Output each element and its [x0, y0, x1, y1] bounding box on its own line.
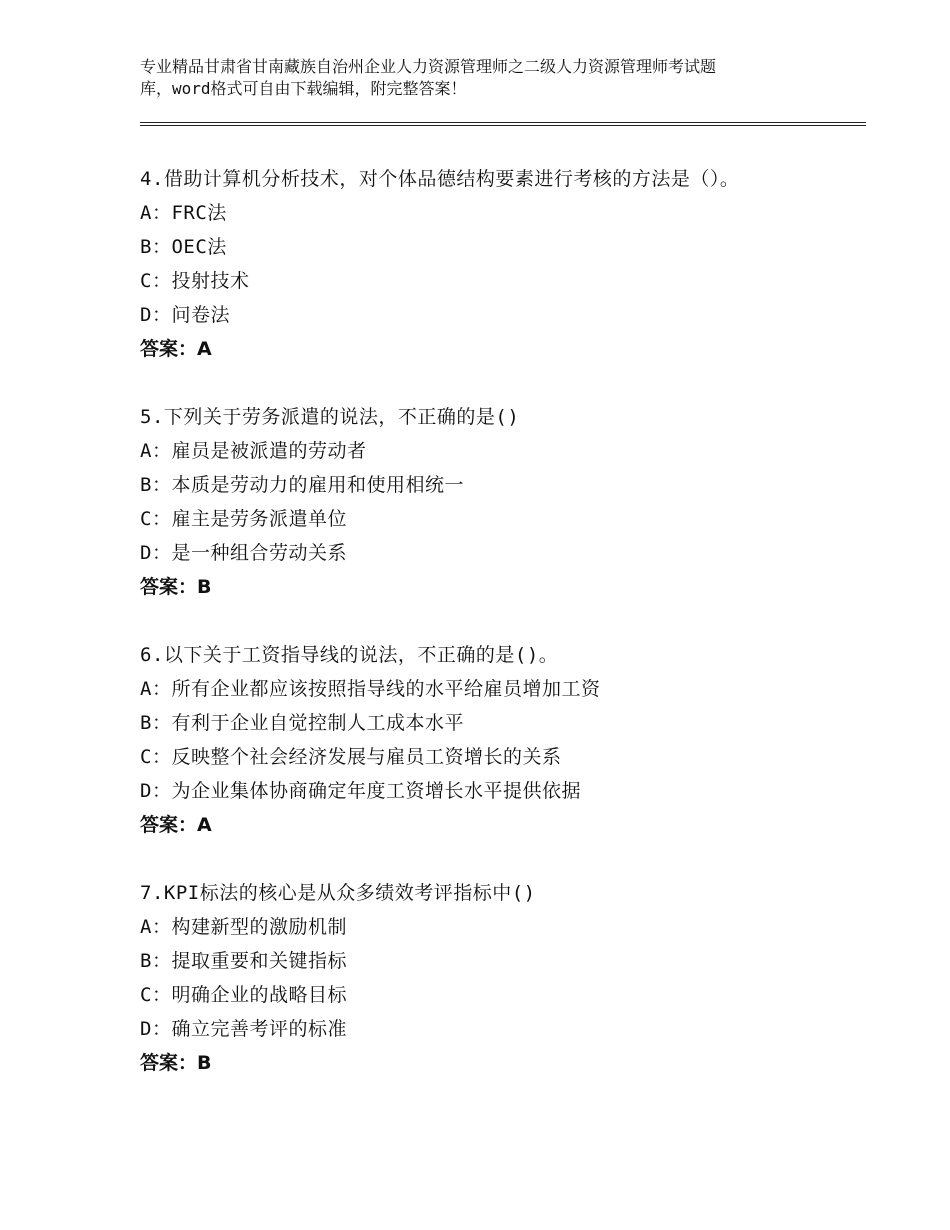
question-list [140, 162, 840, 1114]
answer-label: 答案：A [140, 814, 212, 836]
option-d: D：问卷法 [140, 304, 230, 326]
answer-label: 答案：A [140, 338, 212, 360]
answer-label: 答案：B [140, 576, 212, 598]
option-b: B：有利于企业自觉控制人工成本水平 [140, 712, 464, 734]
option-c: C：反映整个社会经济发展与雇员工资增长的关系 [140, 746, 562, 768]
option-a: A：FRC法 [140, 202, 227, 224]
question-stem: 5.下列关于劳务派遣的说法，不正确的是() [140, 406, 520, 428]
header-divider-bottom [140, 125, 866, 126]
question-5 [140, 400, 840, 604]
option-d: D：为企业集体协商确定年度工资增长水平提供依据 [140, 780, 581, 802]
header-line-1: 专业精品甘肃省甘南藏族自治州企业人力资源管理师之二级人力资源管理师考试题 [140, 57, 717, 76]
option-c: C：雇主是劳务派遣单位 [140, 508, 347, 530]
option-a: A：构建新型的激励机制 [140, 916, 347, 938]
question-4 [140, 162, 840, 366]
question-7 [140, 876, 840, 1080]
header-line-2: 库，word格式可自由下载编辑，附完整答案！ [140, 79, 467, 98]
option-b: B：OEC法 [140, 236, 227, 258]
option-a: A：雇员是被派遣的劳动者 [140, 440, 367, 462]
option-d: D：确立完善考评的标准 [140, 1018, 347, 1040]
document-header [140, 56, 840, 100]
option-c: C：投射技术 [140, 270, 250, 292]
option-a: A：所有企业都应该按照指导线的水平给雇员增加工资 [140, 678, 601, 700]
question-6 [140, 638, 840, 842]
option-b: B：本质是劳动力的雇用和使用相统一 [140, 474, 464, 496]
question-stem: 6.以下关于工资指导线的说法，不正确的是()。 [140, 644, 559, 666]
question-stem: 7.KPI标法的核心是从众多绩效考评指标中() [140, 882, 536, 904]
header-divider-top [140, 122, 866, 123]
answer-label: 答案：B [140, 1052, 212, 1074]
option-d: D：是一种组合劳动关系 [140, 542, 347, 564]
question-stem: 4.借助计算机分析技术，对个体品德结构要素进行考核的方法是（）。 [140, 168, 740, 190]
option-b: B：提取重要和关键指标 [140, 950, 347, 972]
option-c: C：明确企业的战略目标 [140, 984, 347, 1006]
